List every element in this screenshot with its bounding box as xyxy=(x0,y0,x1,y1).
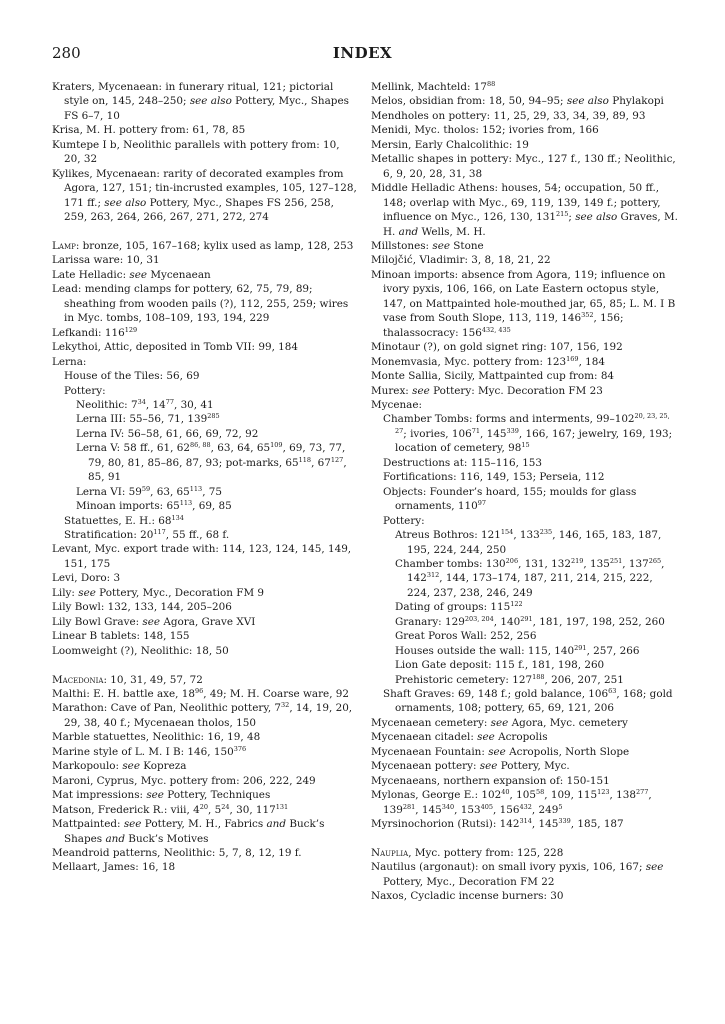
index-entry: Lily Bowl Grave: see Agora, Grave XVI xyxy=(52,615,256,628)
index-entry: Larissa ware: 10, 31 xyxy=(52,254,160,267)
index-entry: Minotaur (?), on gold signet ring: 107, 156, 192 xyxy=(371,341,623,354)
index-entry: Murex: see Pottery: Myc. Decoration FM 23 xyxy=(371,384,603,397)
index-entry: Monte Sallia, Sicily, Mattpainted cup from: 84 xyxy=(371,370,615,383)
index-entry: Naxos, Cycladic incense burners: 30 xyxy=(371,890,564,903)
index-subentry: Stratification: $20^{117}$, 55 ff., 68 f. xyxy=(64,528,230,542)
index-entry: Marathon: Cave of Pan, Neolithic pottery, $7^{32}$, 14, 19, 20, 29, 38, 40 f.; Mycenaean tholos, 150 xyxy=(52,701,353,729)
index-subentry: Pottery: xyxy=(383,514,425,527)
index-subentry: Dating of groups: $115^{122}$ xyxy=(395,600,523,614)
index-entry: Mycenaean pottery: see Pottery, Myc. xyxy=(371,760,570,773)
index-entry: Menidi, Myc. tholos: 152; ivories from, 166 xyxy=(371,124,599,137)
index-column-right xyxy=(371,80,679,904)
section-gap xyxy=(52,658,358,672)
index-entry: Loomweight (?), Neolithic: 18, 50 xyxy=(52,644,229,657)
index-entry: Mendholes on pottery: 11, 25, 29, 33, 34, 39, 89, 93 xyxy=(371,109,646,122)
index-entry: Lekythoi, Attic, deposited in Tomb VII: 99, 184 xyxy=(52,341,299,354)
index-subentry: Great Poros Wall: 252, 256 xyxy=(395,630,537,643)
index-entry: Marble statuettes, Neolithic: 16, 19, 48 xyxy=(52,731,261,744)
index-subentry: Pottery: xyxy=(64,384,106,397)
index-entry: Mat impressions: see Pottery, Techniques xyxy=(52,789,271,802)
index-entry: Monemvasia, Myc. pottery from: $123^{169}$, 184 xyxy=(371,354,606,368)
index-subentry: Destructions at: 115–116, 153 xyxy=(383,456,543,469)
section-gap xyxy=(52,225,358,239)
index-entry: Nautilus (argonaut): on small ivory pyxis, 106, 167; see Pottery, Myc., Decoration FM 22 xyxy=(371,861,664,888)
index-subentry: Minoan imports: $65^{113}$, 69, 85 xyxy=(76,499,232,513)
index-entry: Melos, obsidian from: 18, 50, 94–95; see also Phylakopi xyxy=(371,95,664,108)
index-subentry: Lerna VI: $59^{59}$, 63, $65^{113}$, 75 xyxy=(76,484,223,498)
page-number: 280 xyxy=(52,44,81,62)
index-subentry: Neolithic: $7^{34}$, $14^{77}$, 30, 41 xyxy=(76,397,214,411)
index-subentry: Lerna V: 58 ff., 61, 62$^{86, 88}$, 63, 64, $65^{109}$, 69, 73, 77, 79, 80, 81, 85–86, 87, 93; pot-marks, $65^{118}$, $67^{127}$, 85, 91 xyxy=(76,441,347,484)
index-subentry: Statuettes, E. H.: $68^{134}$ xyxy=(64,513,184,527)
index-entry: Maroni, Cyprus, Myc. pottery from: 206, 222, 249 xyxy=(52,774,316,787)
index-entry: Levant, Myc. export trade with: 114, 123, 124, 145, 149, 151, 175 xyxy=(52,543,352,570)
index-subentry: Lerna IV: 56–58, 61, 66, 69, 72, 92 xyxy=(76,427,259,440)
index-entry: Mycenaean Fountain: see Acropolis, North Slope xyxy=(371,745,630,758)
index-subentry: Objects: Founder’s hoard, 155; moulds for glass ornaments, $110^{97}$ xyxy=(383,485,637,513)
index-entry: Malthi: E. H. battle axe, $18^{96}$, 49; M. H. Coarse ware, 92 xyxy=(52,687,350,700)
index-subentry: Prehistoric cemetery: $127^{188}$, 206, 207, 251 xyxy=(395,672,624,686)
index-subentry: Granary: 129$^{203, 204}$, $140^{291}$, 181, 197, 198, 252, 260 xyxy=(395,614,665,628)
page-title: INDEX xyxy=(332,44,393,62)
index-entry: Lily: see Pottery, Myc., Decoration FM 9 xyxy=(52,586,265,599)
index-entry: Milojčić, Vladimir: 3, 8, 18, 21, 22 xyxy=(371,254,551,267)
index-entry: Lead: mending clamps for pottery, 62, 75, 79, 89; sheathing from wooden pails (?), 112, 255, 259; wires in Myc. tombs, 108–109, 193, 194, 229 xyxy=(52,283,349,325)
index-entry: Millstones: see Stone xyxy=(371,239,484,252)
index-entry: Krisa, M. H. pottery from: 61, 78, 85 xyxy=(52,124,246,137)
index-entry: Late Helladic: see Mycenaean xyxy=(52,268,211,281)
index-subentry: Shaft Graves: 69, 148 f.; gold balance, $106^{63}$, 168; gold ornaments, 108; pottery, 65, 69, 121, 206 xyxy=(383,687,673,715)
index-entry: Linear B tablets: 148, 155 xyxy=(52,630,190,643)
index-subentry: Lion Gate deposit: 115 f., 181, 198, 260 xyxy=(395,659,605,672)
index-entry: Lefkandi: $116^{129}$ xyxy=(52,325,138,339)
index-column-left xyxy=(52,80,358,875)
index-entry: Mylonas, George E.: $102^{40}$, $105^{58}$, 109, $115^{123}$, $138^{277}$, $139^{281}$, $145^{340}$, $153^{405}$, $156^{432}$, $249^5$ xyxy=(371,788,652,816)
index-entry: Mycenaeans, northern expansion of: 150-151 xyxy=(371,774,610,787)
index-entry: Matson, Frederick R.: viii, $4^{20}$, $5^{24}$, 30, $117^{131}$ xyxy=(52,802,289,816)
index-entry: Meandroid patterns, Neolithic: 5, 7, 8, 12, 19 f. xyxy=(52,846,302,859)
index-subentry: Fortifications: 116, 149, 153; Perseia, 112 xyxy=(383,471,605,484)
index-subentry: Atreus Bothros: $121^{154}$, $133^{235}$, 146, 165, 183, 187, 195, 224, 244, 250 xyxy=(395,528,662,556)
section-gap xyxy=(371,832,679,846)
index-entry: Markopoulo: see Kopreza xyxy=(52,760,187,773)
index-subentry: Houses outside the wall: 115, $140^{291}$, 257, 266 xyxy=(395,643,640,657)
index-entry: Lamp: bronze, 105, 167–168; kylix used as lamp, 128, 253 xyxy=(52,239,354,252)
index-entry: Marine style of L. M. I B: 146, $150^{376}$ xyxy=(52,744,247,758)
index-entry: Minoan imports: absence from Agora, 119; influence on ivory pyxis, 106, 166, on Late Eastern octopus style, 147, on Mattpainted hole-mouthed jar, 65, 85; L. M. I B vase from South Slope, 113, 119, $146^{352}$, 156; thalassocracy: 156$^{432, 435}$ xyxy=(371,268,676,339)
index-subentry: Chamber Tombs: forms and interments, 99–102$^{20, 23, 25, 27}$; ivories, $106^{71}$, $145^{339}$, 166, 167; jewelry, 169, 193; location of cemetery, $98^{15}$ xyxy=(383,412,673,455)
index-entry: Mycenaean cemetery: see Agora, Myc. cemetery xyxy=(371,716,628,729)
index-entry: Mycenae: xyxy=(371,398,423,411)
index-subentry: House of the Tiles: 56, 69 xyxy=(64,370,200,383)
index-entry: Lily Bowl: 132, 133, 144, 205–206 xyxy=(52,601,232,614)
index-subentry: Lerna III: 55–56, 71, $139^{285}$ xyxy=(76,412,220,426)
index-entry: Kylikes, Mycenaean: rarity of decorated examples from Agora, 127, 151; tin-incrusted examples, 105, 127–128, 171 ff.; see also Pottery, Myc., Shapes FS 256, 258, 259, 263, 264, 266, 267, 271, 272, 274 xyxy=(52,167,357,224)
index-entry: Nauplia, Myc. pottery from: 125, 228 xyxy=(371,847,564,859)
index-entry: Levi, Doro: 3 xyxy=(52,572,121,585)
index-entry: Mellink, Machteld: $17^{88}$ xyxy=(371,80,496,93)
index-entry: Lerna: xyxy=(52,355,87,368)
index-entry: Middle Helladic Athens: houses, 54; occupation, 50 ff., 148; overlap with Myc., 69, 119, 139, 149 f.; pottery, influence on Myc., 126, 130, $131^{215}$; see also Graves, M. H. and Wells, M. H. xyxy=(371,182,678,238)
index-entry: Kumtepe I b, Neolithic parallels with pottery from: 10, 20, 32 xyxy=(52,138,340,166)
index-entry: Mellaart, James: 16, 18 xyxy=(52,861,176,874)
index-subentry: Chamber tombs: $130^{206}$, 131, $132^{219}$, $135^{251}$, $137^{265}$, $142^{312}$, 144, 173–174, 187, 211, 214, 215, 222, 224, 237, 238, 246, 249 xyxy=(395,556,665,599)
index-entry: Macedonia: 10, 31, 49, 57, 72 xyxy=(52,673,203,686)
index-entry: Myrsinochorion (Rutsi): $142^{314}$, $145^{339}$, 185, 187 xyxy=(371,817,624,831)
index-entry: Kraters, Mycenaean: in funerary ritual, 121; pictorial style on, 145, 248–250; see also Pottery, Myc., Shapes FS 6–7, 10 xyxy=(52,81,349,122)
index-entry: Mattpainted: see Pottery, M. H., Fabrics and Buck’s Shapes and Buck’s Motives xyxy=(52,818,325,845)
index-entry: Metallic shapes in pottery: Myc., 127 f., 130 ff.; Neolithic, 6, 9, 20, 28, 31, 38 xyxy=(371,153,676,180)
index-entry: Mycenaean citadel: see Acropolis xyxy=(371,731,548,744)
index-entry: Mersin, Early Chalcolithic: 19 xyxy=(371,138,529,151)
